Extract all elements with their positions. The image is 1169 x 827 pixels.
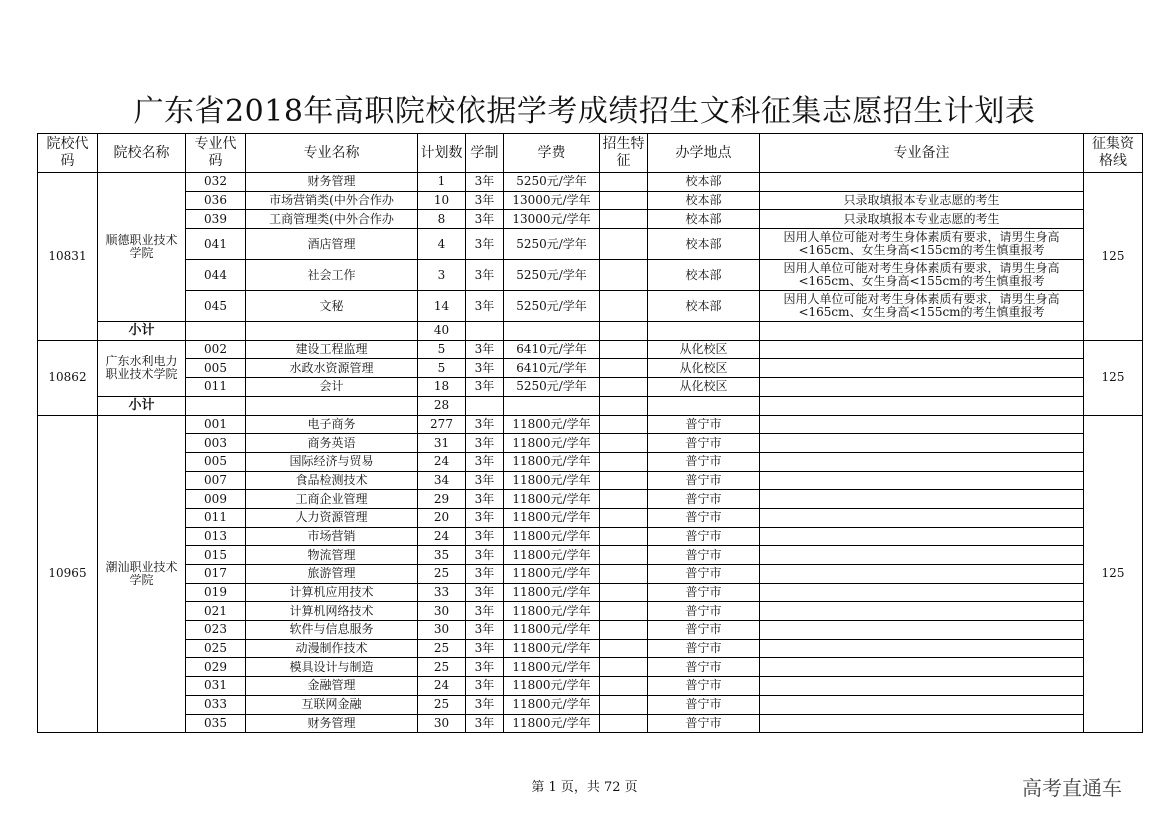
plan-cell: 25	[418, 565, 466, 584]
plan-cell: 29	[418, 490, 466, 509]
table-row	[38, 434, 1143, 453]
plan-cell: 3	[418, 260, 466, 291]
years-cell: 3年	[466, 583, 504, 602]
feature-cell	[600, 260, 648, 291]
plan-cell: 34	[418, 471, 466, 490]
fee-cell: 6410元/学年	[504, 359, 600, 378]
feature-cell	[600, 229, 648, 260]
years-cell: 3年	[466, 340, 504, 359]
header-row	[38, 134, 1143, 173]
major-code-cell: 011	[186, 508, 246, 527]
feature-cell	[600, 546, 648, 565]
note-cell: 只录取填报本专业志愿的考生	[760, 210, 1084, 229]
location-cell: 从化校区	[648, 359, 760, 378]
table-row	[38, 260, 1143, 291]
plan-cell: 24	[418, 527, 466, 546]
note-cell	[760, 714, 1084, 733]
empty-cell	[504, 322, 600, 341]
fee-cell: 11800元/学年	[504, 621, 600, 640]
fee-cell: 11800元/学年	[504, 602, 600, 621]
major-code-cell: 025	[186, 639, 246, 658]
years-cell: 3年	[466, 639, 504, 658]
fee-cell: 11800元/学年	[504, 677, 600, 696]
major-name-cell: 水政水资源管理	[246, 359, 418, 378]
fee-cell: 11800元/学年	[504, 471, 600, 490]
feature-cell	[600, 359, 648, 378]
note-cell: 因用人单位可能对考生身体素质有要求，请男生身高<165cm、女生身高<155cm的考生慎重报考	[760, 229, 1084, 260]
plan-cell: 5	[418, 359, 466, 378]
empty-cell	[760, 322, 1084, 341]
feature-cell	[600, 677, 648, 696]
plan-cell: 1	[418, 173, 466, 192]
years-cell: 3年	[466, 621, 504, 640]
header-note: 专业备注	[760, 134, 1084, 173]
location-cell: 普宁市	[648, 658, 760, 677]
major-name-cell: 物流管理	[246, 546, 418, 565]
school-name-cell: 顺德职业技术学院	[98, 173, 186, 322]
note-cell	[760, 565, 1084, 584]
fee-cell: 11800元/学年	[504, 490, 600, 509]
years-cell: 3年	[466, 291, 504, 322]
plan-cell: 25	[418, 658, 466, 677]
table-row	[38, 527, 1143, 546]
plan-cell: 25	[418, 639, 466, 658]
major-name-cell: 商务英语	[246, 434, 418, 453]
header-major-code: 专业代码	[186, 134, 246, 173]
major-code-cell: 003	[186, 434, 246, 453]
feature-cell	[600, 415, 648, 434]
enrollment-plan-table	[37, 133, 1143, 733]
years-cell: 3年	[466, 695, 504, 714]
table-row	[38, 490, 1143, 509]
years-cell: 3年	[466, 229, 504, 260]
empty-cell	[648, 396, 760, 415]
table-row	[38, 340, 1143, 359]
header-threshold: 征集资格线	[1084, 134, 1143, 173]
empty-cell	[186, 322, 246, 341]
major-name-cell: 社会工作	[246, 260, 418, 291]
major-name-cell: 电子商务	[246, 415, 418, 434]
table-body	[38, 173, 1143, 733]
feature-cell	[600, 173, 648, 192]
major-name-cell: 酒店管理	[246, 229, 418, 260]
table-row	[38, 658, 1143, 677]
table-row	[38, 471, 1143, 490]
fee-cell: 11800元/学年	[504, 415, 600, 434]
plan-cell: 35	[418, 546, 466, 565]
years-cell: 3年	[466, 508, 504, 527]
table-row	[38, 173, 1143, 192]
major-code-cell: 036	[186, 191, 246, 210]
school-name-cell: 潮汕职业技术学院	[98, 415, 186, 733]
major-code-cell: 017	[186, 565, 246, 584]
feature-cell	[600, 714, 648, 733]
plan-cell: 33	[418, 583, 466, 602]
fee-cell: 11800元/学年	[504, 658, 600, 677]
note-cell	[760, 639, 1084, 658]
fee-cell: 5250元/学年	[504, 291, 600, 322]
location-cell: 普宁市	[648, 639, 760, 658]
years-cell: 3年	[466, 658, 504, 677]
plan-cell: 31	[418, 434, 466, 453]
major-name-cell: 计算机应用技术	[246, 583, 418, 602]
school-code-cell: 10831	[38, 173, 98, 341]
subtotal-label: 小计	[98, 322, 186, 341]
major-code-cell: 015	[186, 546, 246, 565]
location-cell: 普宁市	[648, 677, 760, 696]
major-code-cell: 007	[186, 471, 246, 490]
note-cell	[760, 434, 1084, 453]
feature-cell	[600, 471, 648, 490]
table-row	[38, 229, 1143, 260]
plan-cell: 8	[418, 210, 466, 229]
major-name-cell: 国际经济与贸易	[246, 452, 418, 471]
plan-cell: 24	[418, 677, 466, 696]
fee-cell: 5250元/学年	[504, 378, 600, 397]
fee-cell: 11800元/学年	[504, 639, 600, 658]
years-cell: 3年	[466, 602, 504, 621]
major-code-cell: 029	[186, 658, 246, 677]
empty-cell	[246, 322, 418, 341]
fee-cell: 11800元/学年	[504, 565, 600, 584]
note-cell	[760, 378, 1084, 397]
years-cell: 3年	[466, 527, 504, 546]
major-code-cell: 009	[186, 490, 246, 509]
note-cell	[760, 527, 1084, 546]
major-name-cell: 旅游管理	[246, 565, 418, 584]
note-cell	[760, 677, 1084, 696]
fee-cell: 5250元/学年	[504, 229, 600, 260]
years-cell: 3年	[466, 471, 504, 490]
subtotal-value: 40	[418, 322, 466, 341]
location-cell: 校本部	[648, 229, 760, 260]
fee-cell: 11800元/学年	[504, 434, 600, 453]
feature-cell	[600, 583, 648, 602]
fee-cell: 5250元/学年	[504, 173, 600, 192]
feature-cell	[600, 340, 648, 359]
table-row	[38, 602, 1143, 621]
major-name-cell: 工商管理类(中外合作办	[246, 210, 418, 229]
page-footer: 第 1 页，共 72 页	[531, 780, 638, 795]
empty-cell	[466, 396, 504, 415]
note-cell	[760, 490, 1084, 509]
empty-cell	[246, 396, 418, 415]
feature-cell	[600, 658, 648, 677]
feature-cell	[600, 695, 648, 714]
table-row	[38, 359, 1143, 378]
years-cell: 3年	[466, 260, 504, 291]
threshold-cell: 125	[1084, 340, 1143, 415]
note-cell	[760, 602, 1084, 621]
location-cell: 普宁市	[648, 695, 760, 714]
feature-cell	[600, 565, 648, 584]
subtotal-label: 小计	[98, 396, 186, 415]
table-row	[38, 546, 1143, 565]
fee-cell: 6410元/学年	[504, 340, 600, 359]
major-name-cell: 财务管理	[246, 173, 418, 192]
table-row	[38, 565, 1143, 584]
major-name-cell: 食品检测技术	[246, 471, 418, 490]
note-cell	[760, 452, 1084, 471]
plan-cell: 30	[418, 714, 466, 733]
feature-cell	[600, 527, 648, 546]
empty-cell	[466, 322, 504, 341]
empty-cell	[600, 396, 648, 415]
location-cell: 普宁市	[648, 527, 760, 546]
major-code-cell: 021	[186, 602, 246, 621]
table-row	[38, 415, 1143, 434]
plan-cell: 18	[418, 378, 466, 397]
table-row	[38, 210, 1143, 229]
major-name-cell: 财务管理	[246, 714, 418, 733]
feature-cell	[600, 210, 648, 229]
note-cell: 只录取填报本专业志愿的考生	[760, 191, 1084, 210]
major-name-cell: 动漫制作技术	[246, 639, 418, 658]
years-cell: 3年	[466, 210, 504, 229]
fee-cell: 13000元/学年	[504, 191, 600, 210]
years-cell: 3年	[466, 191, 504, 210]
years-cell: 3年	[466, 677, 504, 696]
feature-cell	[600, 602, 648, 621]
years-cell: 3年	[466, 378, 504, 397]
plan-cell: 277	[418, 415, 466, 434]
major-code-cell: 039	[186, 210, 246, 229]
empty-cell	[760, 396, 1084, 415]
location-cell: 普宁市	[648, 546, 760, 565]
page-title: 广东省2018年高职院校依据学考成绩招生文科征集志愿招生计划表	[133, 94, 1036, 129]
years-cell: 3年	[466, 359, 504, 378]
fee-cell: 11800元/学年	[504, 508, 600, 527]
major-name-cell: 模具设计与制造	[246, 658, 418, 677]
years-cell: 3年	[466, 490, 504, 509]
note-cell	[760, 340, 1084, 359]
years-cell: 3年	[466, 714, 504, 733]
fee-cell: 13000元/学年	[504, 210, 600, 229]
feature-cell	[600, 621, 648, 640]
school-name-cell: 广东水利电力职业技术学院	[98, 340, 186, 396]
table-row	[38, 621, 1143, 640]
table-row	[38, 677, 1143, 696]
location-cell: 普宁市	[648, 434, 760, 453]
major-name-cell: 人力资源管理	[246, 508, 418, 527]
watermark: 高考直通车	[1022, 776, 1122, 800]
major-code-cell: 001	[186, 415, 246, 434]
location-cell: 普宁市	[648, 508, 760, 527]
location-cell: 校本部	[648, 173, 760, 192]
threshold-cell: 125	[1084, 173, 1143, 341]
major-code-cell: 035	[186, 714, 246, 733]
feature-cell	[600, 434, 648, 453]
plan-cell: 10	[418, 191, 466, 210]
empty-cell	[186, 396, 246, 415]
major-name-cell: 金融管理	[246, 677, 418, 696]
major-name-cell: 文秘	[246, 291, 418, 322]
empty-cell	[648, 322, 760, 341]
major-name-cell: 市场营销	[246, 527, 418, 546]
major-name-cell: 工商企业管理	[246, 490, 418, 509]
plan-cell: 4	[418, 229, 466, 260]
note-cell	[760, 508, 1084, 527]
major-code-cell: 019	[186, 583, 246, 602]
major-name-cell: 会计	[246, 378, 418, 397]
plan-cell: 24	[418, 452, 466, 471]
major-code-cell: 005	[186, 452, 246, 471]
fee-cell: 11800元/学年	[504, 714, 600, 733]
empty-cell	[600, 322, 648, 341]
header-plan: 计划数	[418, 134, 466, 173]
location-cell: 从化校区	[648, 340, 760, 359]
location-cell: 校本部	[648, 291, 760, 322]
note-cell	[760, 173, 1084, 192]
note-cell	[760, 583, 1084, 602]
fee-cell: 11800元/学年	[504, 695, 600, 714]
table-row	[38, 714, 1143, 733]
feature-cell	[600, 639, 648, 658]
note-cell	[760, 621, 1084, 640]
empty-cell	[504, 396, 600, 415]
header-school-name: 院校名称	[98, 134, 186, 173]
years-cell: 3年	[466, 434, 504, 453]
location-cell: 普宁市	[648, 602, 760, 621]
feature-cell	[600, 291, 648, 322]
location-cell: 普宁市	[648, 583, 760, 602]
school-code-cell: 10965	[38, 415, 98, 733]
feature-cell	[600, 508, 648, 527]
major-code-cell: 005	[186, 359, 246, 378]
location-cell: 校本部	[648, 210, 760, 229]
years-cell: 3年	[466, 452, 504, 471]
table-row	[38, 191, 1143, 210]
header-feature: 招生特征	[600, 134, 648, 173]
major-name-cell: 互联网金融	[246, 695, 418, 714]
table-row	[38, 452, 1143, 471]
feature-cell	[600, 378, 648, 397]
years-cell: 3年	[466, 173, 504, 192]
fee-cell: 11800元/学年	[504, 452, 600, 471]
note-cell	[760, 658, 1084, 677]
major-code-cell: 044	[186, 260, 246, 291]
school-code-cell: 10862	[38, 340, 98, 415]
fee-cell: 11800元/学年	[504, 583, 600, 602]
location-cell: 普宁市	[648, 415, 760, 434]
header-fee: 学费	[504, 134, 600, 173]
note-cell	[760, 415, 1084, 434]
header-school-code: 院校代码	[38, 134, 98, 173]
subtotal-value: 28	[418, 396, 466, 415]
years-cell: 3年	[466, 415, 504, 434]
major-code-cell: 033	[186, 695, 246, 714]
plan-cell: 14	[418, 291, 466, 322]
major-code-cell: 023	[186, 621, 246, 640]
location-cell: 校本部	[648, 191, 760, 210]
table-row	[38, 291, 1143, 322]
table-row	[38, 508, 1143, 527]
threshold-cell: 125	[1084, 415, 1143, 733]
table-row	[38, 378, 1143, 397]
major-code-cell: 041	[186, 229, 246, 260]
major-name-cell: 计算机网络技术	[246, 602, 418, 621]
note-cell	[760, 359, 1084, 378]
major-name-cell: 市场营销类(中外合作办	[246, 191, 418, 210]
major-name-cell: 软件与信息服务	[246, 621, 418, 640]
feature-cell	[600, 452, 648, 471]
location-cell: 普宁市	[648, 714, 760, 733]
header-years: 学制	[466, 134, 504, 173]
location-cell: 普宁市	[648, 621, 760, 640]
major-code-cell: 045	[186, 291, 246, 322]
major-code-cell: 032	[186, 173, 246, 192]
major-code-cell: 031	[186, 677, 246, 696]
table-row	[38, 639, 1143, 658]
header-location: 办学地点	[648, 134, 760, 173]
location-cell: 普宁市	[648, 452, 760, 471]
major-name-cell: 建设工程监理	[246, 340, 418, 359]
plan-cell: 20	[418, 508, 466, 527]
note-cell	[760, 471, 1084, 490]
years-cell: 3年	[466, 565, 504, 584]
plan-cell: 30	[418, 602, 466, 621]
location-cell: 普宁市	[648, 471, 760, 490]
note-cell	[760, 695, 1084, 714]
location-cell: 普宁市	[648, 490, 760, 509]
plan-cell: 30	[418, 621, 466, 640]
table-row	[38, 695, 1143, 714]
note-cell: 因用人单位可能对考生身体素质有要求，请男生身高<165cm、女生身高<155cm的考生慎重报考	[760, 291, 1084, 322]
major-code-cell: 002	[186, 340, 246, 359]
note-cell: 因用人单位可能对考生身体素质有要求，请男生身高<165cm、女生身高<155cm的考生慎重报考	[760, 260, 1084, 291]
subtotal-row	[38, 396, 1143, 415]
plan-cell: 25	[418, 695, 466, 714]
subtotal-row	[38, 322, 1143, 341]
header-major-name: 专业名称	[246, 134, 418, 173]
major-code-cell: 011	[186, 378, 246, 397]
location-cell: 从化校区	[648, 378, 760, 397]
feature-cell	[600, 490, 648, 509]
location-cell: 校本部	[648, 260, 760, 291]
table-row	[38, 583, 1143, 602]
years-cell: 3年	[466, 546, 504, 565]
note-cell	[760, 546, 1084, 565]
location-cell: 普宁市	[648, 565, 760, 584]
major-code-cell: 013	[186, 527, 246, 546]
feature-cell	[600, 191, 648, 210]
fee-cell: 11800元/学年	[504, 527, 600, 546]
fee-cell: 11800元/学年	[504, 546, 600, 565]
fee-cell: 5250元/学年	[504, 260, 600, 291]
plan-cell: 5	[418, 340, 466, 359]
